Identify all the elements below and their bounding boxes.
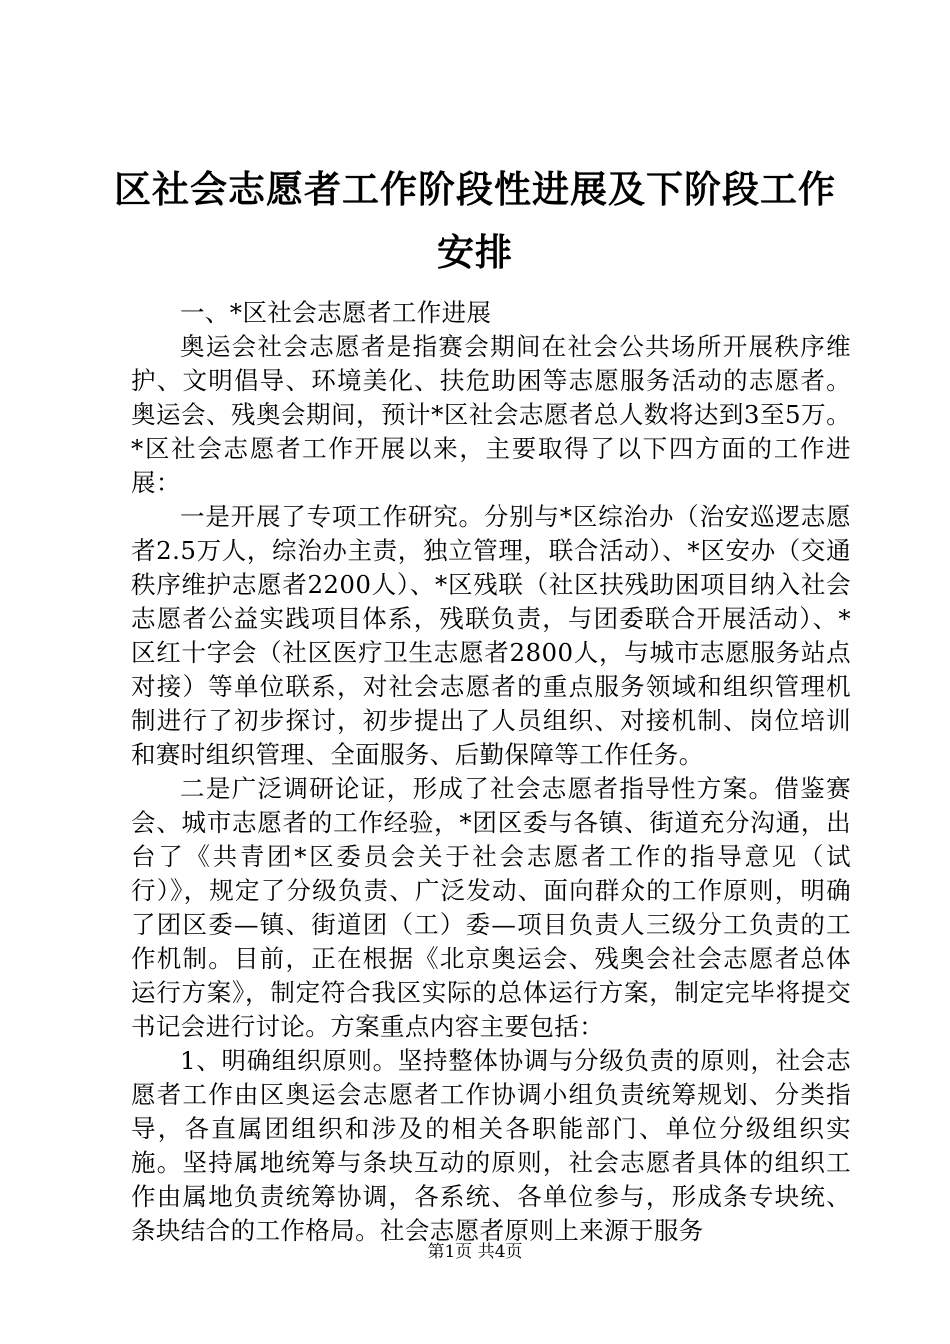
paragraph-progress-1: 一是开展了专项工作研究。分别与*区综治办（治安巡逻志愿者2.5万人，综治办主责，独立管理，联合活动）、*区安办（交通秩序维护志愿者2200人）、*区残联（社区扶残助困项目纳入社会志愿者公益实践项目体系，残联负责，与团委联合开展活动）、*区红十字会（社区医疗卫生志愿者2800人，与城市志愿服务站点对接）等单位联系，对社会志愿者的重点服务领域和组织管理机制进行了初步探讨，初步提出了人员组织、对接机制、岗位培训和赛时组织管理、全面服务、后勤保障等工作任务。: [131, 502, 851, 769]
paragraph-progress-2: 二是广泛调研论证，形成了社会志愿者指导性方案。借鉴赛会、城市志愿者的工作经验，*团区委与各镇、街道充分沟通，出台了《共青团*区委员会关于社会志愿者工作的指导意见（试行）》，规定了分级负责、广泛发动、面向群众的工作原则，明确了团区委—镇、街道团（工）委—项目负责人三级分工负责的工作机制。目前，正在根据《北京奥运会、残奥会社会志愿者总体运行方案》，制定符合我区实际的总体运行方案，制定完毕将提交书记会进行讨论。方案重点内容主要包括：: [131, 774, 851, 1041]
document-body: [131, 296, 851, 1248]
page-footer: 第1页 共4页: [427, 1242, 523, 1262]
paragraph-item-1: 1、明确组织原则。坚持整体协调与分级负责的原则，社会志愿者工作由区奥运会志愿者工作协调小组负责统筹规划、分类指导，各直属团组织和涉及的相关各职能部门、单位分级组织实施。坚持属地统筹与条块互动的原则，社会志愿者具体的组织工作由属地负责统筹协调，各系统、各单位参与，形成条专块统、条块结合的工作格局。社会志愿者原则上来源于服务: [131, 1046, 851, 1245]
paragraph-intro: 奥运会社会志愿者是指赛会期间在社会公共场所开展秩序维护、文明倡导、环境美化、扶危助困等志愿服务活动的志愿者。奥运会、残奥会期间，预计*区社会志愿者总人数将达到3至5万。*区社会志愿者工作开展以来，主要取得了以下四方面的工作进展：: [131, 332, 851, 497]
document-title: 区社会志愿者工作阶段性进展及下阶段工作安排: [114, 167, 836, 274]
section-heading: 一、*区社会志愿者工作进展: [180, 298, 492, 327]
